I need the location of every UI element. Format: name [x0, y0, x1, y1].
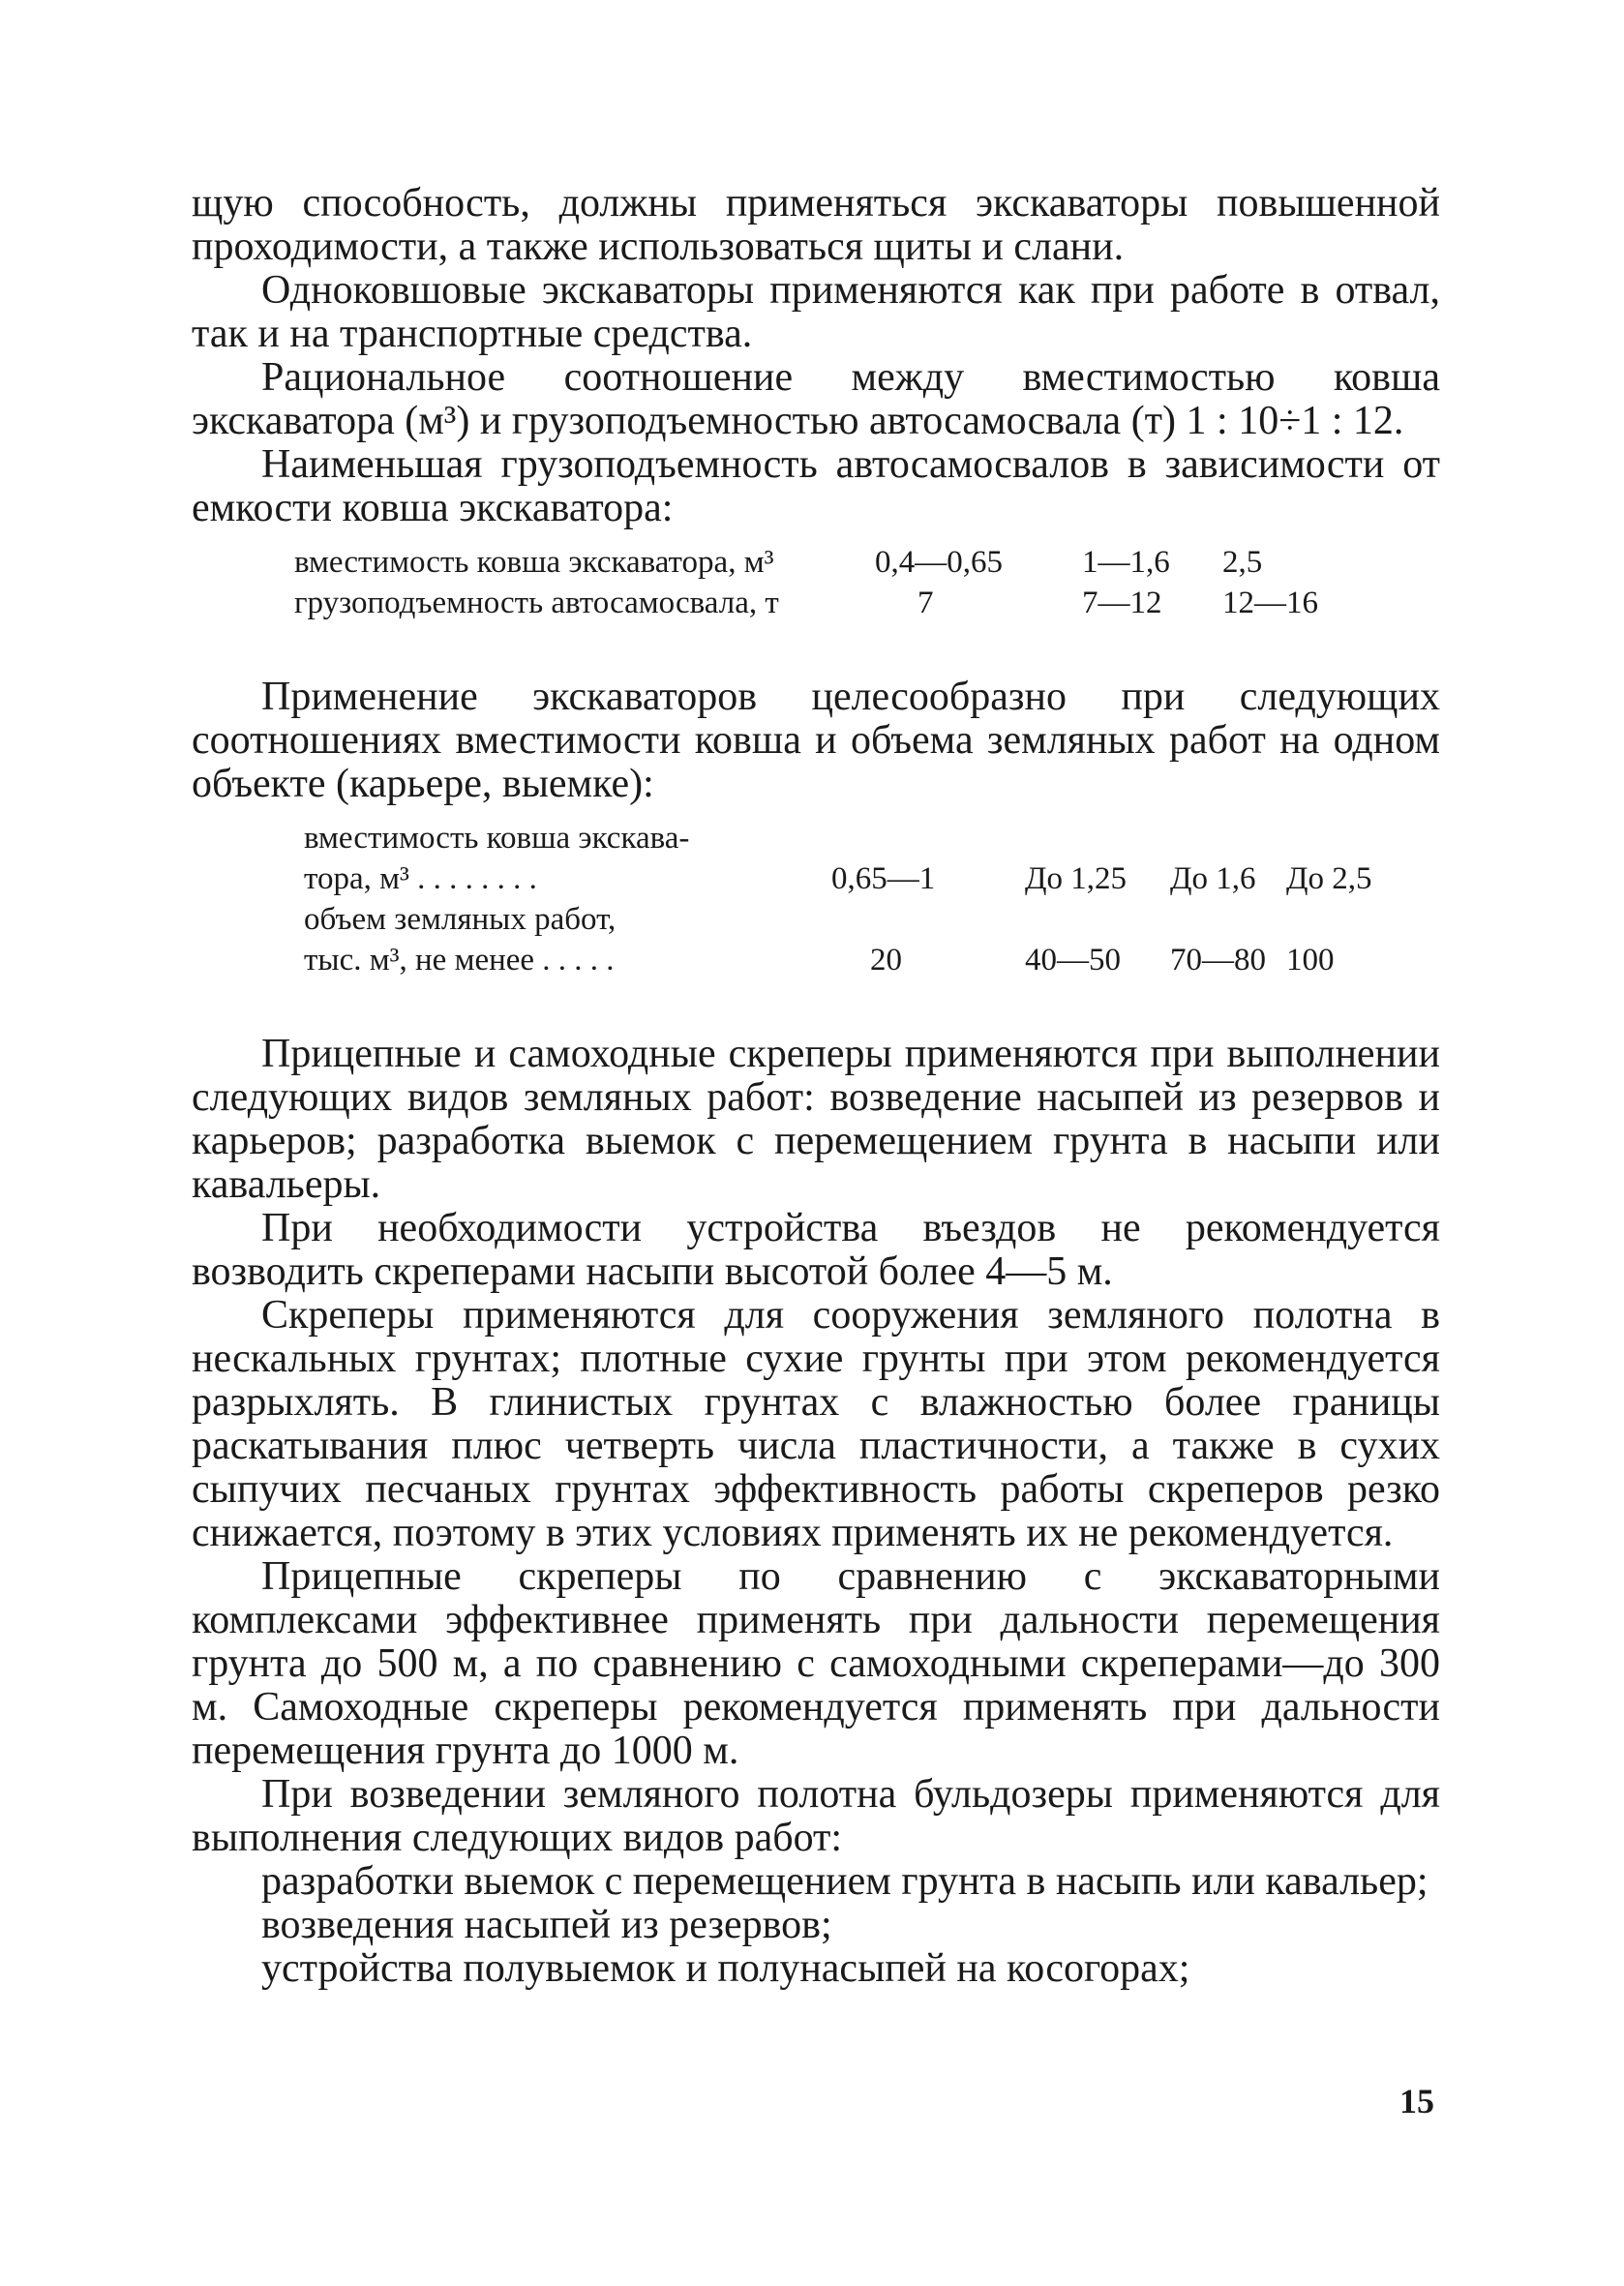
table-row — [294, 583, 1318, 623]
table-cell: 100 — [1286, 943, 1335, 978]
paragraph-ramps: При необходимости устройства въездов не рекомендуется возводить скреперами насыпи высотой более 4—5 м. — [192, 1206, 1440, 1294]
table-cell-label: вместимость ковша экскава- — [304, 821, 690, 856]
table-cell: 1—1,6 — [1082, 545, 1170, 580]
table-cell: 0,65—1 — [831, 861, 936, 896]
table-cell-label: тыс. м³, не менее . . . . . — [304, 943, 615, 978]
table-cell: До 2,5 — [1286, 861, 1372, 896]
table-row — [304, 899, 1402, 940]
paragraph-min-capacity: Наименьшая грузоподъемность автосамосвалов в зависимости от емкости ковша экскаватора: — [192, 442, 1440, 530]
table-cell: 7 — [917, 586, 934, 620]
page-number: 15 — [1399, 2082, 1434, 2121]
table-cell: 70—80 — [1170, 943, 1266, 978]
table-cell-label: объем земляных работ, — [304, 902, 617, 937]
table-cell: 20 — [870, 943, 902, 978]
capacity-table — [294, 542, 1318, 623]
table-cell-label: тора, м³ . . . . . . . . — [304, 861, 537, 896]
list-item: разработки выемок с перемещением грунта в насыпь или кавальер; — [261, 1859, 1429, 1904]
table-row — [304, 818, 1402, 858]
table-cell: 7—12 — [1082, 586, 1162, 620]
paragraph-continuation: щую способность, должны применяться экскаваторы повышенной проходимости, а также использоваться щиты и слани. — [192, 181, 1440, 269]
paragraph-ratio: Рациональное соотношение между вместимостью ковша экскаватора (м³) и грузоподъемностью автосамосвала (т) 1 : 10÷1 : 12. — [192, 355, 1440, 443]
volume-table — [304, 818, 1402, 980]
table-row — [304, 858, 1402, 899]
paragraph-distance: Прицепные скреперы по сравнению с экскаваторными комплексами эффективнее применять при дальности перемещения грунта до 500 м, а по сравнению с самоходными скреперами—до 300 м. Самоходные скреперы рекомендуется применять при дальности перемещения грунта до 1000 м. — [192, 1554, 1440, 1773]
paragraph-single-bucket: Одноковшовые экскаваторы применяются как при работе в отвал, так и на транспортные средства. — [192, 268, 1440, 356]
table-cell-label: грузоподъемность автосамосвала, т — [294, 586, 779, 620]
table-row — [304, 940, 1402, 980]
table-cell: 12—16 — [1222, 586, 1318, 620]
paragraph-excavator-ratio: Применение экскаваторов целесообразно при следующих соотношениях вместимости ковша и объема земляных работ на одном объекте (карьере, выемке): — [192, 675, 1440, 806]
table-row — [294, 542, 1318, 583]
paragraph-bulldozers: При возведении земляного полотна бульдозеры применяются для выполнения следующих видов работ: — [192, 1772, 1440, 1860]
paragraph-scrapers-use: Прицепные и самоходные скреперы применяются при выполнении следующих видов земляных работ: возведение насыпей из резервов и карьеров; разработка выемок с перемещением грунта в насыпи или кавальеры. — [192, 1032, 1440, 1207]
list-item: устройства полувыемок и полунасыпей на косогорах; — [261, 1946, 1190, 1991]
table-cell: До 1,25 — [1025, 861, 1128, 896]
table-cell: 0,4—0,65 — [875, 545, 1003, 580]
table-cell: 40—50 — [1025, 943, 1121, 978]
list-item: возведения насыпей из резервов; — [261, 1903, 832, 1947]
paragraph-soils: Скреперы применяются для сооружения земляного полотна в нескальных грунтах; плотные сухие грунты при этом рекомендуется разрыхлять. В глинистых грунтах с влажностью более границы раскатывания плюс четверть числа пластичности, а также в сухих сыпучих песчаных грунтах эффективность работы скреперов резко снижается, поэтому в этих условиях применять их не рекомендуется. — [192, 1293, 1440, 1555]
table-cell: До 1,6 — [1170, 861, 1256, 896]
table-cell-label: вместимость ковша экскаватора, м³ — [294, 545, 774, 580]
table-cell: 2,5 — [1222, 545, 1263, 580]
page-content — [192, 182, 1440, 1991]
